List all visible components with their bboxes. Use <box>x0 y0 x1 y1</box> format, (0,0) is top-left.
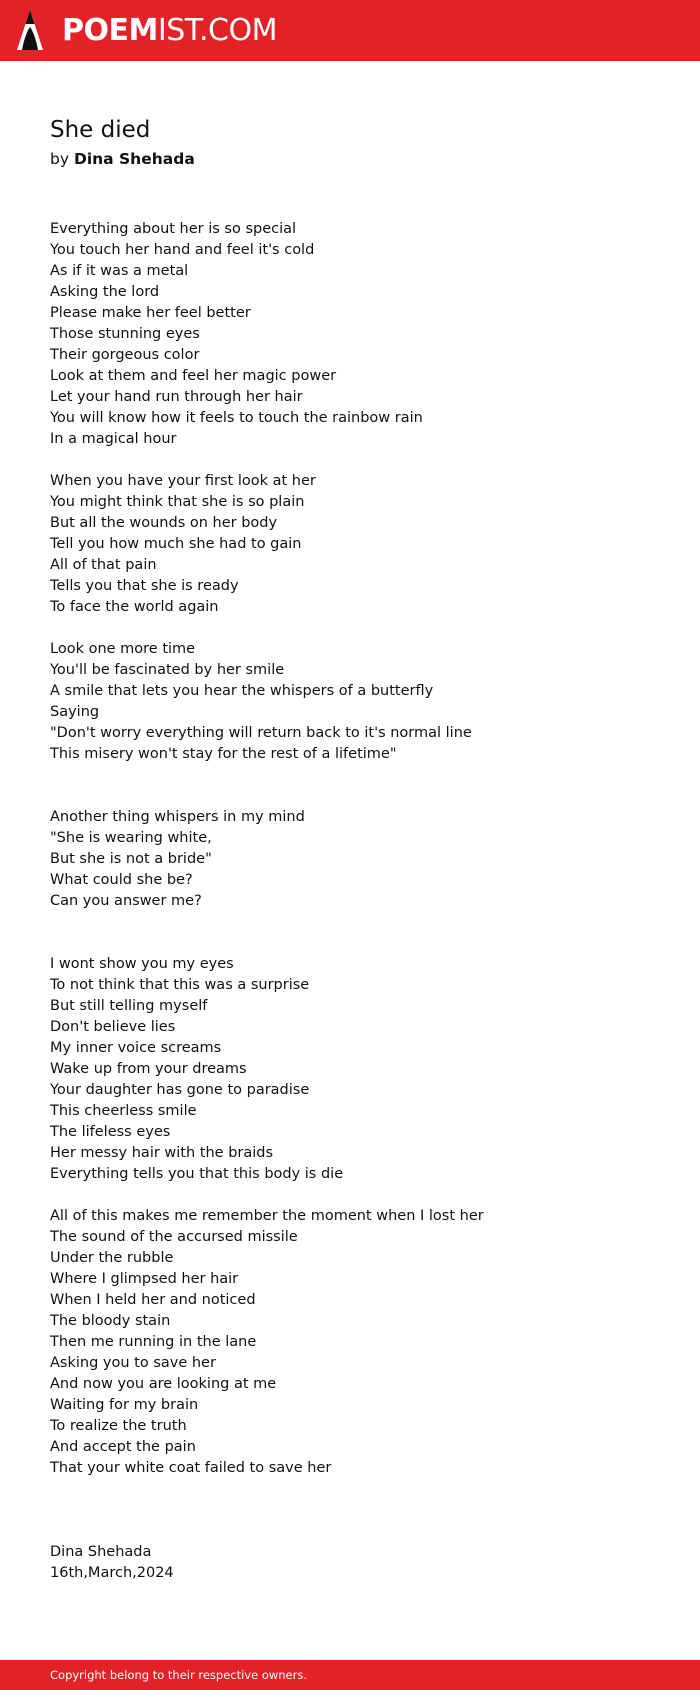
poem-line: Please make her feel better <box>50 305 251 321</box>
poem-line: Asking you to save her <box>50 1355 216 1371</box>
poem-line: Asking the lord <box>50 284 160 300</box>
poem-line: The lifeless eyes <box>50 1124 171 1140</box>
poem-line: Her messy hair with the braids <box>50 1145 274 1161</box>
poem-line: 16th,March,2024 <box>50 1565 174 1581</box>
pencil-logo-icon <box>16 9 44 53</box>
poem-line: As if it was a metal <box>50 263 189 279</box>
poem-line: That your white coat failed to save her <box>50 1460 332 1476</box>
poem-line: "Don't worry everything will return back to it's normal line <box>50 725 472 741</box>
stanza-gap <box>50 1500 650 1521</box>
poem-line: Can you answer me? <box>50 893 202 909</box>
poem-line: Dina Shehada <box>50 1544 152 1560</box>
poem-line: Everything tells you that this body is die <box>50 1166 344 1182</box>
author-link[interactable]: Dina Shehada <box>73 150 195 168</box>
poem-line: My inner voice screams <box>50 1040 222 1056</box>
poem-line: Everything about her is so special <box>50 221 297 237</box>
logo-bold-text: POEM <box>62 13 158 48</box>
poem-byline <box>50 148 195 170</box>
poem-line: Saying <box>50 704 100 720</box>
poem-line: The bloody stain <box>50 1313 171 1329</box>
poem-line: When I held her and noticed <box>50 1292 256 1308</box>
poem-line: Waiting for my brain <box>50 1397 199 1413</box>
poem-line: A smile that lets you hear the whispers of a butterfly <box>50 683 434 699</box>
site-footer <box>0 1660 700 1690</box>
copyright-text: Copyright belong to their respective owners. <box>50 1668 308 1682</box>
poem-line: Another thing whispers in my mind <box>50 809 305 825</box>
poem-line: I wont show you my eyes <box>50 956 234 972</box>
poem-line: "She is wearing white, <box>50 830 212 846</box>
poem-line: And now you are looking at me <box>50 1376 277 1392</box>
poem-line: Look one more time <box>50 641 196 657</box>
poem-line: Look at them and feel her magic power <box>50 368 337 384</box>
poem-line: This cheerless smile <box>50 1103 197 1119</box>
logo-light-text: IST.COM <box>157 13 277 48</box>
stanza-gap <box>50 1521 650 1542</box>
poem-line: The sound of the accursed missile <box>50 1229 298 1245</box>
stanza-gap <box>50 618 650 639</box>
stanza-gap <box>50 786 650 807</box>
stanza-gap <box>50 933 650 954</box>
by-label: by <box>50 150 70 168</box>
poem-line: All of that pain <box>50 557 157 573</box>
poem-line: You might think that she is so plain <box>50 494 305 510</box>
poem-line: Those stunning eyes <box>50 326 200 342</box>
poem-line: In a magical hour <box>50 431 177 447</box>
poem-line: Then me running in the lane <box>50 1334 257 1350</box>
poem-line: Tell you how much she had to gain <box>50 536 302 552</box>
poem-line: But she is not a bride" <box>50 851 212 867</box>
stanza-gap <box>50 450 650 471</box>
stanza-gap <box>50 1479 650 1500</box>
poem-line: What could she be? <box>50 872 193 888</box>
poem-line: Don't believe lies <box>50 1019 176 1035</box>
poem-line: Tells you that she is ready <box>50 578 239 594</box>
poem-line: Under the rubble <box>50 1250 174 1266</box>
poem-line: Where I glimpsed her hair <box>50 1271 239 1287</box>
poem-line: All of this makes me remember the moment when I lost her <box>50 1208 484 1224</box>
poem-line: When you have your first look at her <box>50 473 316 489</box>
poem-title: She died <box>50 117 151 143</box>
poem-line: To not think that this was a surprise <box>50 977 310 993</box>
poem-line: Let your hand run through her hair <box>50 389 303 405</box>
stanza-gap <box>50 765 650 786</box>
poem-line: You'll be fascinated by her smile <box>50 662 285 678</box>
stanza-gap <box>50 1185 650 1206</box>
site-logo-link[interactable] <box>16 9 277 53</box>
poem-line: You will know how it feels to touch the rainbow rain <box>50 410 423 426</box>
poem-body <box>50 219 650 1584</box>
poem-line: Their gorgeous color <box>50 347 200 363</box>
poem-line: This misery won't stay for the rest of a lifetime" <box>50 746 397 762</box>
logo-wordmark <box>62 9 277 53</box>
poem-line: And accept the pain <box>50 1439 196 1455</box>
poem-line: But all the wounds on her body <box>50 515 278 531</box>
poem-line: To face the world again <box>50 599 219 615</box>
poem-line: Wake up from your dreams <box>50 1061 247 1077</box>
poem-line: Your daughter has gone to paradise <box>50 1082 310 1098</box>
poem-line: You touch her hand and feel it's cold <box>50 242 315 258</box>
poem-line: To realize the truth <box>50 1418 187 1434</box>
stanza-gap <box>50 912 650 933</box>
poem-line: But still telling myself <box>50 998 208 1014</box>
site-header <box>0 0 700 61</box>
